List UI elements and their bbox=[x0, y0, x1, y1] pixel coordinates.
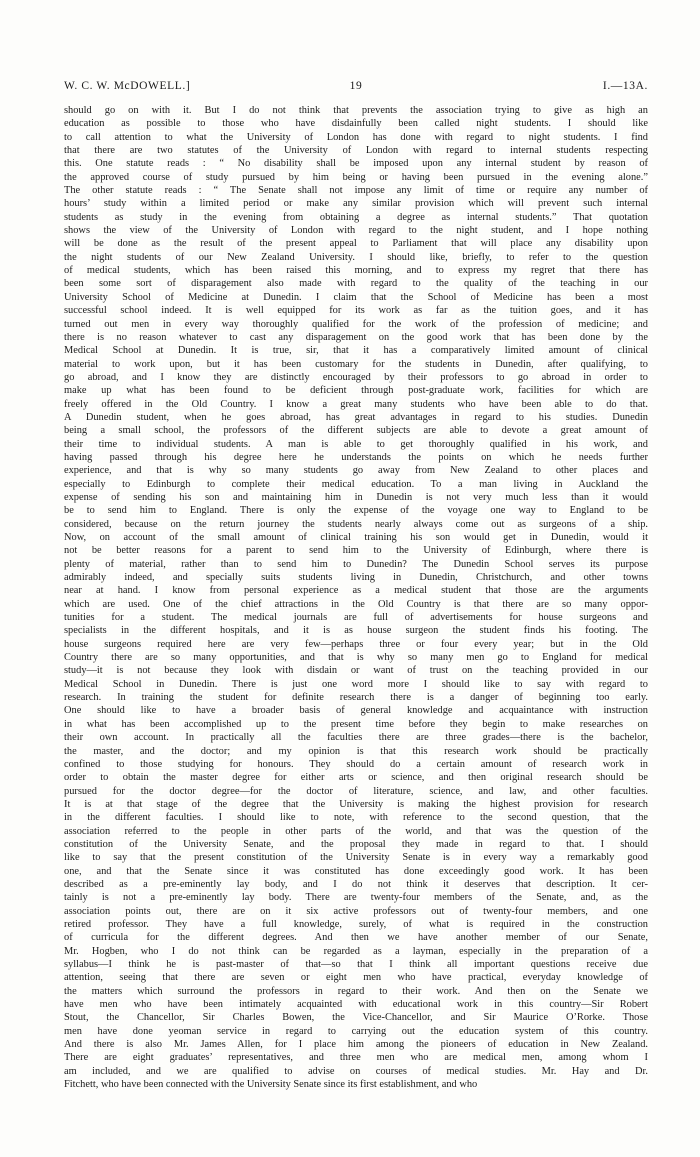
text-line: of medical students, which has been raised this morning, and to express my regret that there has bbox=[64, 265, 648, 277]
text-line: Mr. Hogben, who I do not think can be regarded as a layman, especially in the preparation of a bbox=[64, 945, 648, 957]
text-line: turned out men in every way thoroughly qualified for the work of the profession of medicine; and bbox=[64, 318, 648, 330]
text-line: attention, seeing that there are seven or eight men who have practical, everyday knowledge of bbox=[64, 972, 648, 984]
text-line: the master, and the doctor; and my opinion is that this research work should be practically bbox=[64, 745, 648, 757]
text-line: study—it is not because they look with disdain or want of trust on the teaching provided in our bbox=[64, 665, 648, 677]
text-line: having passed through his degree here he understands the points on which he needs further bbox=[64, 451, 648, 463]
text-line: Medical School at Dunedin. It is true, sir, that it has a comparatively limited amount of clinical bbox=[64, 345, 648, 357]
text-line: have men who have been intimately acquainted with educational work in this country—Sir Robert bbox=[64, 999, 648, 1011]
text-line: being a small school, the professors of the different subjects are able to devote a great amount of bbox=[64, 425, 648, 437]
text-line: association referred to the people in other parts of the world, and that was the question of the bbox=[64, 825, 648, 837]
text-line: pursued for the doctor degree—for the doctor of literature, science, and law, and other faculties. bbox=[64, 785, 648, 797]
body-text bbox=[64, 104, 648, 1091]
text-line: admirably indeed, and specially suits students living in Dunedin, Christchurch, and other towns bbox=[64, 572, 648, 584]
text-line: go abroad, and I know they are distinctly encouraged by their professors to go abroad in order to bbox=[64, 371, 648, 383]
text-line: Fitchett, who have been connected with the University Senate since its first establishment, and who bbox=[64, 1079, 478, 1091]
text-line: association points out, there are on it six active professors out of twenty-four members, and one bbox=[64, 905, 648, 917]
text-line: this. One statute reads : “ No disability shall be imposed upon any internal student by reason of bbox=[64, 158, 648, 170]
text-line: will be done as the result of the present appeal to Parliament that will place any disability upon bbox=[64, 238, 648, 250]
text-line: should go on with it. But I do not think that prevents the association trying to give as high an bbox=[64, 105, 648, 116]
text-line: It is at that stage of the degree that the University is making the highest provision for research bbox=[64, 798, 648, 810]
text-line: which are used. One of the chief attractions in the Old Country is that there are so many oppor- bbox=[64, 598, 648, 610]
text-line: house surgeons required here are very few—perhaps three or four every year; but in the Old bbox=[64, 638, 648, 650]
text-line: the night students of our New Zealand University. I should like, briefly, to refer to the question bbox=[64, 251, 648, 263]
text-line: There are eight graduates’ representatives, and three men who are medical men, among whom I bbox=[64, 1052, 648, 1064]
text-line: in what has been accomplished up to the present time before they begin to make researches on bbox=[64, 718, 648, 730]
page-header bbox=[64, 80, 648, 98]
text-line: like to say that the present constitution of the University Senate is in every way a remarkably good bbox=[64, 852, 648, 864]
text-line: successful school indeed. It is well equipped for its work as far as the tuition goes, and it has bbox=[64, 305, 648, 317]
text-line: hours’ study within a limited period or make any similar provision which will prevent such internal bbox=[64, 198, 648, 210]
text-line: expense of sending his son and maintaining him in Dunedin is not very much less than it would bbox=[64, 491, 648, 503]
text-line: considered, because on the return journey the students nearly always come out as surgeons of a ship. bbox=[64, 518, 648, 530]
text-line: A Dunedin student, when he goes abroad, has great advantages in regard to his studies. Dunedin bbox=[64, 411, 648, 423]
text-line: one, and that the Senate since it was constituted has done exceedingly good work. It has been bbox=[64, 865, 648, 877]
text-line: the approved course of study pursued by him being or having been pursued in the evening alone.” bbox=[64, 171, 648, 183]
text-line: Medical School in Dunedin. There is just one word more I should like to say with regard to bbox=[64, 678, 648, 690]
text-line: And there is also Mr. James Allen, for I place him among the pioneers of education in New Zealand. bbox=[64, 1039, 648, 1051]
text-line: plenty of material, rather than to send him to Dunedin? The Dunedin School serves its purpose bbox=[64, 558, 648, 570]
header-speaker: W. C. W. McDOWELL.] bbox=[64, 80, 191, 92]
page-number: 19 bbox=[349, 80, 363, 92]
document-reference: I.—13A. bbox=[602, 80, 648, 92]
text-line: am included, and we are qualified to advise on courses of medical studies. Mr. Hay and Dr. bbox=[64, 1065, 648, 1077]
text-line: the matters which surround the professors in regard to their work. And then on the Senate we bbox=[64, 985, 648, 997]
text-line: Stout, the Chancellor, Sir Charles Bowen, the Vice-Chancellor, and Sir Maurice O’Rorke. Those bbox=[64, 1012, 648, 1024]
text-line: been some sort of disparagement also made with regard to the quality of the teaching in our bbox=[64, 278, 648, 290]
text-line: University School of Medicine at Dunedin. I claim that the School of Medicine has been a most bbox=[64, 291, 648, 303]
text-line: material to work upon, but it has been customary for the students in Dunedin, after qualifying, to bbox=[64, 358, 648, 370]
text-line: retired professor. They have a full knowledge, surely, of what is required in the construction bbox=[64, 918, 648, 930]
text-line: their time to individual students. A man is able to get thoroughly qualified in his work, and bbox=[64, 438, 648, 450]
text-line: in the different faculties. I should like to note, with reference to the second question, that the bbox=[64, 812, 648, 824]
text-line: syllabus—I think he is past-master of that—so that I think all important questions receive due bbox=[64, 959, 648, 970]
text-line: that there are two statutes of the University of London with regard to internal students respecting bbox=[64, 145, 648, 157]
text-line: students as study in the evening from obtaining a degree as internal students.” That quotation bbox=[64, 211, 648, 223]
text-line: tunities for a student. The medical journals are full of advertisements for house surgeons and bbox=[64, 612, 648, 624]
text-line: tainly is not a pre-eminently lay body. There are twenty-four members of the Senate, and, as the bbox=[64, 892, 648, 904]
text-line: make up what has been found to be deficient through post-graduate work, facilities for which are bbox=[64, 385, 648, 397]
text-line: there is no reason whatever to cast any disparagement on the good work that has been done by the bbox=[64, 331, 648, 343]
text-line: education as possible to those who have disdainfully been called night students. I should like bbox=[64, 118, 648, 130]
text-line: shows the view of the University of London with regard to the night student, and I hope nothing bbox=[64, 225, 648, 237]
text-line: experience, and that is why so many students go away from New Zealand to other places and bbox=[64, 465, 648, 477]
text-line: freely offered in the Old Country. I know a great many students who have been able to do that. bbox=[64, 398, 648, 410]
text-line: their own account. In practically all the faculties there are three grades—there is the bachelor, bbox=[64, 732, 648, 744]
text-line: be to send him to England. There is only the expense of the voyage one way to England to be bbox=[64, 505, 648, 517]
text-line: described as a pre-eminently lay body, and I do not think it deserves that description. It cer- bbox=[64, 878, 648, 890]
text-line: especially to Edinburgh to complete their medical education. To a man living in Auckland the bbox=[64, 478, 648, 490]
text-line: The other statute reads : “ The Senate shall not impose any limit of time or require any number of bbox=[64, 185, 648, 197]
text-line: of curricula for the different degrees. And then we have another member of our Senate, bbox=[64, 932, 648, 944]
text-line: research. In training the student for definite research there is a danger of beginning too early. bbox=[64, 692, 648, 704]
text-line: not be better reasons for a parent to send him to the University of Edinburgh, where there is bbox=[64, 545, 648, 557]
text-line: to call attention to what the University of London has done with regard to night students. I find bbox=[64, 131, 648, 143]
text-line: Country there are so many opportunities, and that is why so many men go to England for medical bbox=[64, 652, 648, 664]
text-line: constitution of the University Senate, and the proposal they made in regard to that. I should bbox=[64, 838, 648, 850]
text-line: order to obtain the master degree for either arts or science, and then original research should be bbox=[64, 772, 648, 784]
text-line: Now, on account of the small amount of clinical training his son would get in Dunedin, would it bbox=[64, 532, 648, 543]
text-line: near at hand. I know from personal experience as a medical student that those are the arguments bbox=[64, 585, 648, 597]
text-line: specialists in the different hospitals, and it is as house surgeon the student finds his footing. The bbox=[64, 625, 648, 637]
text-line: confined to those studying for honours. They should do a certain amount of research work in bbox=[64, 758, 648, 770]
text-line: men have done yeoman service in regard to carrying out the education system of this country. bbox=[64, 1025, 648, 1037]
text-line: One should like to have a broader basis of general knowledge and acquaintance with instruction bbox=[64, 705, 648, 717]
